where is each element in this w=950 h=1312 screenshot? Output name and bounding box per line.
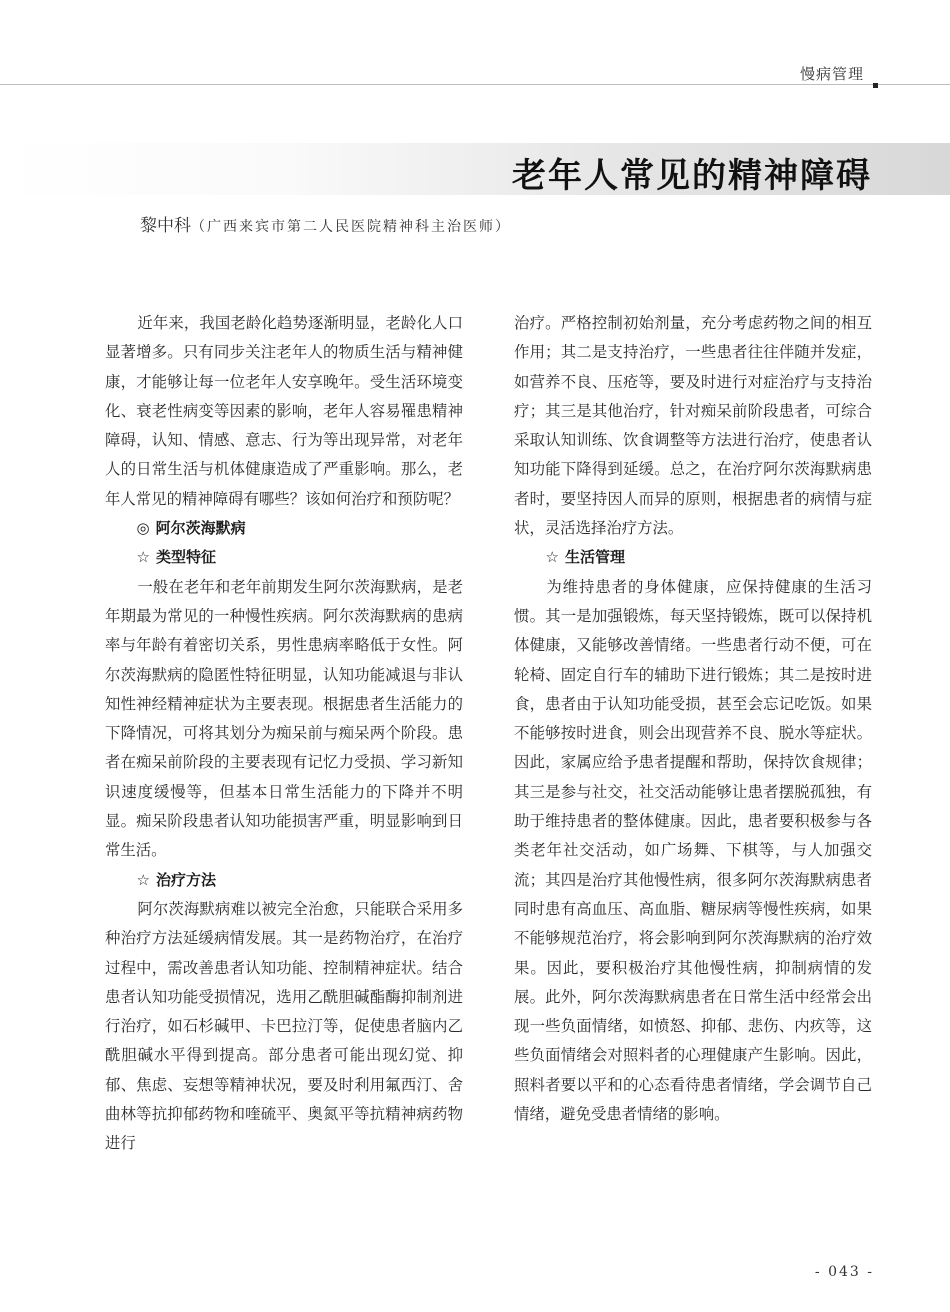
heading-text: 生活管理	[564, 548, 625, 567]
author-affiliation: （广西来宾市第二人民医院精神科主治医师）	[191, 219, 511, 235]
heading-text: 类型特征	[155, 548, 216, 567]
double-circle-icon: ◎	[136, 519, 150, 538]
subheading-type-features	[105, 543, 463, 572]
section-square-icon	[873, 83, 878, 88]
treatment-continued-paragraph: 治疗。严格控制初始剂量，充分考虑药物之间的相互作用；其二是支持治疗，一些患者往往伴随并发症，如营养不良、压疮等，要及时进行对症治疗与支持治疗；其三是其他治疗，针对痴呆前阶段患者，可综合采取认知训练、饮食调整等方法进行治疗，使患者认知功能下降得到延缓。总之，在治疗阿尔茨海默病患者时，要坚持因人而异的原则，根据患者的病情与症状，灵活选择治疗方法。	[514, 314, 872, 538]
star-icon: ☆	[545, 548, 559, 567]
star-icon: ☆	[136, 548, 150, 567]
heading-text: 阿尔茨海默病	[155, 519, 246, 538]
page-number: - 043 -	[814, 1264, 874, 1280]
section-heading-alzheimers	[105, 514, 463, 543]
author-line	[140, 211, 511, 236]
right-column	[514, 309, 872, 1129]
type-features-paragraph: 一般在老年和老年前期发生阿尔茨海默病，是老年期最为常见的一种慢性疾病。阿尔茨海默病的患病率与年龄有着密切关系，男性患病率略低于女性。阿尔茨海默病的隐匿性特征明显，认知功能减退与非认知性神经精神症状为主要表现。根据患者生活能力的下降情况，可将其划分为痴呆前与痴呆两个阶段。患者在痴呆前阶段的主要表现有记忆力受损、学习新知识速度缓慢等，但基本日常生活能力的下降并不明显。痴呆阶段患者认知功能损害严重，明显影响到日常生活。	[105, 577, 463, 860]
treatment-paragraph: 阿尔茨海默病难以被完全治愈，只能联合采用多种治疗方法延缓病情发展。其一是药物治疗，在治疗过程中，需改善患者认知功能、控制精神症状。结合患者认知功能受损情况，选用乙酰胆碱酯酶抑制剂进行治疗，如石杉碱甲、卡巴拉汀等，促使患者脑内乙酰胆碱水平得到提高。部分患者可能出现幻觉、抑郁、焦虑、妄想等精神状况，要及时利用氟西汀、舍曲林等抗抑郁药物和喹硫平、奥氮平等抗精神病药物进行	[105, 899, 463, 1153]
article-title: 老年人常见的精神障碍	[512, 156, 872, 196]
subheading-treatment	[105, 866, 463, 895]
intro-paragraph: 近年来，我国老龄化趋势逐渐明显，老龄化人口显著增多。只有同步关注老年人的物质生活与精神健康，才能够让每一位老年人安享晚年。受生活环境变化、衰老性病变等因素的影响，老年人容易罹患精神障碍，认知、情感、意志、行为等出现异常，对老年人的日常生活与机体健康造成了严重影响。那么，老年人常见的精神障碍有哪些？该如何治疗和预防呢？	[105, 314, 463, 508]
life-management-paragraph: 为维持患者的身体健康，应保持健康的生活习惯。其一是加强锻炼，每天坚持锻炼，既可以保持机体健康，又能够改善情绪。一些患者行动不便，可在轮椅、固定自行车的辅助下进行锻炼；其二是按时进食，患者由于认知功能受损，甚至会忘记吃饭。如果不能够按时进食，则会出现营养不良、脱水等症状。因此，家属应给予患者提醒和帮助，保持饮食规律；其三是参与社交，社交活动能够让患者摆脱孤独，有助于维持患者的整体健康。因此，患者要积极参与各类老年社交活动，如广场舞、下棋等，与人加强交流；其四是治疗其他慢性病，很多阿尔茨海默病患者同时患有高血压、高血脂、糖尿病等慢性疾病，如果不能够规范治疗，将会影响到阿尔茨海默病的治疗效果。因此，要积极治疗其他慢性病，抑制病情的发展。此外，阿尔茨海默病患者在日常生活中经常会出现一些负面情绪，如愤怒、抑郁、悲伤、内疚等，这些负面情绪会对照料者的心理健康产生影响。因此，照料者要以平和的心态看待患者情绪，学会调节自己情绪，避免受患者情绪的影响。	[514, 577, 872, 1124]
header-rule	[0, 84, 950, 85]
section-label: 慢病管理	[799, 65, 864, 83]
star-icon: ☆	[136, 870, 150, 889]
heading-text: 治疗方法	[155, 870, 216, 889]
subheading-life-management	[514, 543, 872, 572]
left-column	[105, 309, 463, 1159]
author-name: 黎中科	[140, 216, 191, 236]
